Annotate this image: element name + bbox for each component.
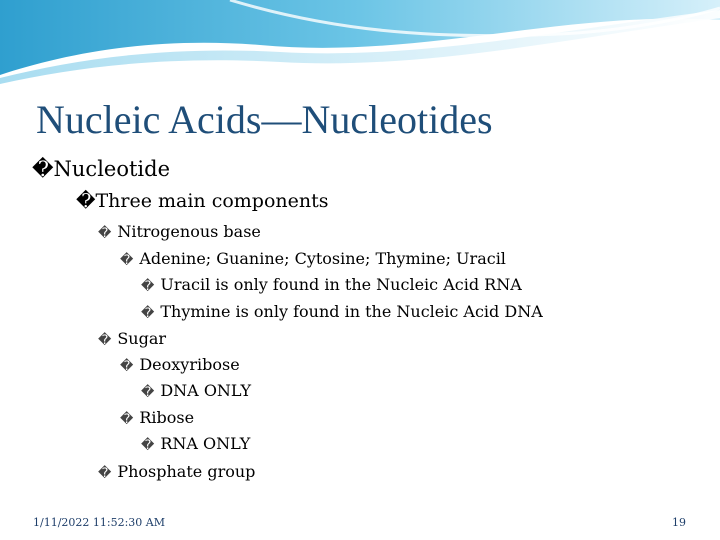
bullet-marker: � [141,385,155,400]
bullet-uracil-rna [141,275,522,294]
bullet-marker: � [141,306,155,321]
bullet-text: RNA ONLY [160,434,251,453]
bullet-marker: � [120,412,134,427]
bullet-nitrogenous-base [98,222,261,241]
bullet-text: DNA ONLY [160,381,252,400]
bullet-sugar [98,329,166,348]
bullet-deoxyribose [120,355,240,374]
bullet-text: Adenine; Guanine; Cytosine; Thymine; Uracil [139,249,506,268]
bullet-bases-list [120,249,506,268]
bullet-rna-only [141,434,250,453]
bullet-marker: � [98,226,112,241]
footer-page-number: 19 [672,516,686,529]
bullet-text: Sugar [117,329,167,348]
bullet-text: Ribose [139,408,195,427]
bullet-phosphate-group [98,462,255,481]
bullet-marker: � [98,333,112,348]
bullet-marker: � [120,253,134,268]
bullet-marker: � [141,438,155,453]
bullet-nucleotide: �Nucleotide [32,157,171,181]
footer-date: 1/11/2022 11:52:30 AM [33,516,166,529]
bullet-text: Uracil is only found in the Nucleic Acid RNA [160,275,522,294]
bullet-text: Deoxyribose [139,355,240,374]
bullet-marker: � [120,359,134,374]
slide-title: Nucleic Acids—Nucleotides [36,97,493,142]
bullet-text: Nitrogenous base [117,222,261,241]
bullet-ribose [120,408,194,427]
bullet-three-components: �Three main components [76,190,329,212]
bullet-marker: � [141,279,155,294]
bullet-text: Phosphate group [117,462,256,481]
bullet-text: Thymine is only found in the Nucleic Acid DNA [160,302,543,321]
bullet-thymine-dna [141,302,543,321]
bullet-dna-only [141,381,251,400]
bullet-marker: � [98,466,112,481]
